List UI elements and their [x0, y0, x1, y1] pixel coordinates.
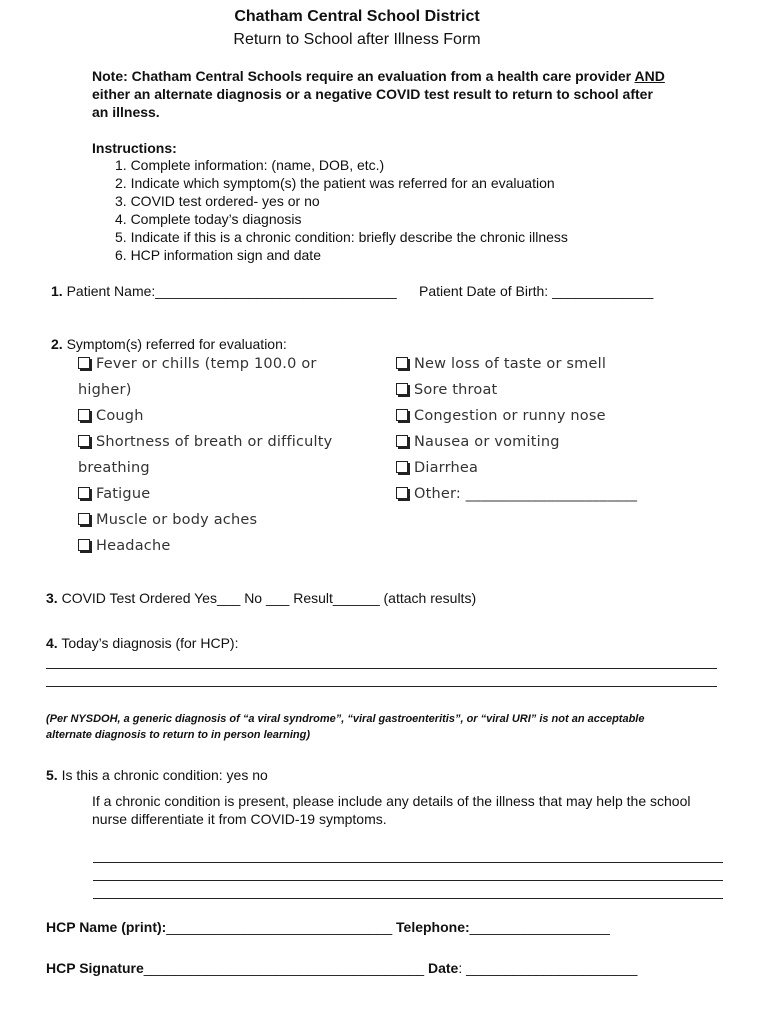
section-2-heading	[51, 336, 287, 352]
section-5-row	[46, 767, 268, 783]
chronic-description: If a chronic condition is present, please include any details of the illness that may help the school nurse differentiate it from COVID-19 symptoms.	[92, 793, 691, 827]
symptom-label: Muscle or body aches	[96, 512, 258, 528]
symptom-muscle-aches[interactable]	[78, 512, 257, 528]
symptom-label: Fever or chills (temp 100.0 or	[96, 356, 317, 372]
symptom-nausea[interactable]	[396, 434, 560, 450]
patient-name-label: Patient Name:	[62, 283, 156, 299]
section-2-number: 2.	[51, 336, 63, 352]
symptom-other[interactable]	[396, 486, 637, 502]
section-3-number: 3.	[46, 590, 58, 606]
section-5-number: 5.	[46, 767, 58, 783]
symptom-label: Nausea or vomiting	[414, 434, 560, 450]
section-1-number: 1.	[51, 283, 63, 299]
signature-field[interactable]: ____________________________________	[143, 960, 425, 976]
checkbox-icon[interactable]	[396, 461, 408, 473]
dob-row	[419, 283, 653, 299]
symptom-headache[interactable]	[78, 538, 170, 554]
chronic-details-line[interactable]	[93, 898, 723, 899]
instruction-item: 5. Indicate if this is a chronic condition: briefly describe the chronic illness	[115, 229, 568, 245]
symptom-congestion[interactable]	[396, 408, 606, 424]
symptom-label: Other: _______________________	[414, 486, 638, 502]
checkbox-icon[interactable]	[396, 383, 408, 395]
checkbox-icon[interactable]	[78, 513, 90, 525]
instructions-heading: Instructions:	[92, 140, 177, 156]
date-label: Date	[424, 960, 459, 976]
symptom-fatigue[interactable]	[78, 486, 150, 502]
section-4-heading	[46, 635, 238, 651]
date-field[interactable]: ______________________	[466, 960, 638, 976]
symptom-continuation: breathing	[78, 460, 150, 476]
note-paragraph	[92, 67, 672, 121]
symptom-label: Shortness of breath or difficulty	[96, 434, 333, 450]
symptom-loss-of-taste[interactable]	[396, 356, 606, 372]
checkbox-icon[interactable]	[78, 539, 90, 551]
checkbox-icon[interactable]	[78, 487, 90, 499]
instruction-item: 2. Indicate which symptom(s) the patient was referred for an evaluation	[115, 175, 555, 191]
symptom-label: New loss of taste or smell	[414, 356, 607, 372]
instruction-item: 1. Complete information: (name, DOB, etc.)	[115, 157, 385, 173]
form-title: Return to School after Illness Form	[233, 31, 481, 48]
note-text-2: either an alternate diagnosis or a negative COVID test result to return to school after an illness.	[92, 86, 653, 120]
instruction-item: 6. HCP information sign and date	[115, 247, 321, 263]
symptom-sore-throat[interactable]	[396, 382, 497, 398]
covid-test-text: COVID Test Ordered Yes___ No ___ Result______ (attach results)	[57, 590, 477, 606]
symptom-diarrhea[interactable]	[396, 460, 478, 476]
district-name: Chatham Central School District	[234, 8, 480, 25]
chronic-details-line[interactable]	[93, 862, 723, 863]
checkbox-icon[interactable]	[78, 357, 90, 369]
diagnosis-label: Today’s diagnosis (for HCP):	[57, 635, 239, 651]
symptom-label: Headache	[96, 538, 171, 554]
checkbox-icon[interactable]	[396, 435, 408, 447]
symptom-continuation: higher)	[78, 382, 132, 398]
instruction-item: 3. COVID test ordered- yes or no	[115, 193, 320, 209]
checkbox-icon[interactable]	[396, 409, 408, 421]
telephone-field[interactable]: __________________	[469, 919, 610, 935]
diagnosis-line[interactable]	[46, 668, 717, 669]
symptoms-label: Symptom(s) referred for evaluation:	[62, 336, 287, 352]
checkbox-icon[interactable]	[78, 409, 90, 421]
symptom-label: Congestion or runny nose	[414, 408, 606, 424]
symptom-shortness-of-breath[interactable]	[78, 434, 332, 450]
hcp-name-row	[46, 919, 610, 935]
diagnosis-line[interactable]	[46, 686, 717, 687]
symptom-label: Fatigue	[96, 486, 151, 502]
date-colon: :	[458, 960, 467, 976]
symptom-label: Cough	[96, 408, 144, 424]
symptom-label: Sore throat	[414, 382, 498, 398]
symptom-fever[interactable]	[78, 356, 317, 372]
chronic-question: Is this a chronic condition: yes no	[57, 767, 268, 783]
symptom-cough[interactable]	[78, 408, 144, 424]
dob-field[interactable]: _____________	[552, 283, 654, 299]
patient-name-field[interactable]: _______________________________	[155, 283, 397, 299]
signature-label: HCP Signature	[46, 960, 144, 976]
checkbox-icon[interactable]	[396, 487, 408, 499]
checkbox-icon[interactable]	[396, 357, 408, 369]
note-text-1: Note: Chatham Central Schools require an evaluation from a health care provider	[92, 68, 635, 84]
hcp-name-field[interactable]: _____________________________	[166, 919, 393, 935]
dob-label: Patient Date of Birth:	[419, 283, 553, 299]
telephone-label: Telephone:	[392, 919, 470, 935]
chronic-details-line[interactable]	[93, 880, 723, 881]
nysdoh-note: (Per NYSDOH, a generic diagnosis of “a viral syndrome”, “viral gastroenteritis”, or “viral URI” is not an acceptable alternate diagnosis to return to in person learning)	[46, 713, 645, 741]
hcp-signature-row	[46, 960, 637, 976]
note-and: AND	[634, 68, 665, 84]
symptom-label: Diarrhea	[414, 460, 479, 476]
section-1-row	[51, 283, 397, 299]
section-4-number: 4.	[46, 635, 58, 651]
section-3-row[interactable]	[46, 590, 476, 606]
hcp-name-label: HCP Name (print):	[46, 919, 167, 935]
checkbox-icon[interactable]	[78, 435, 90, 447]
instruction-item: 4. Complete today’s diagnosis	[115, 211, 302, 227]
